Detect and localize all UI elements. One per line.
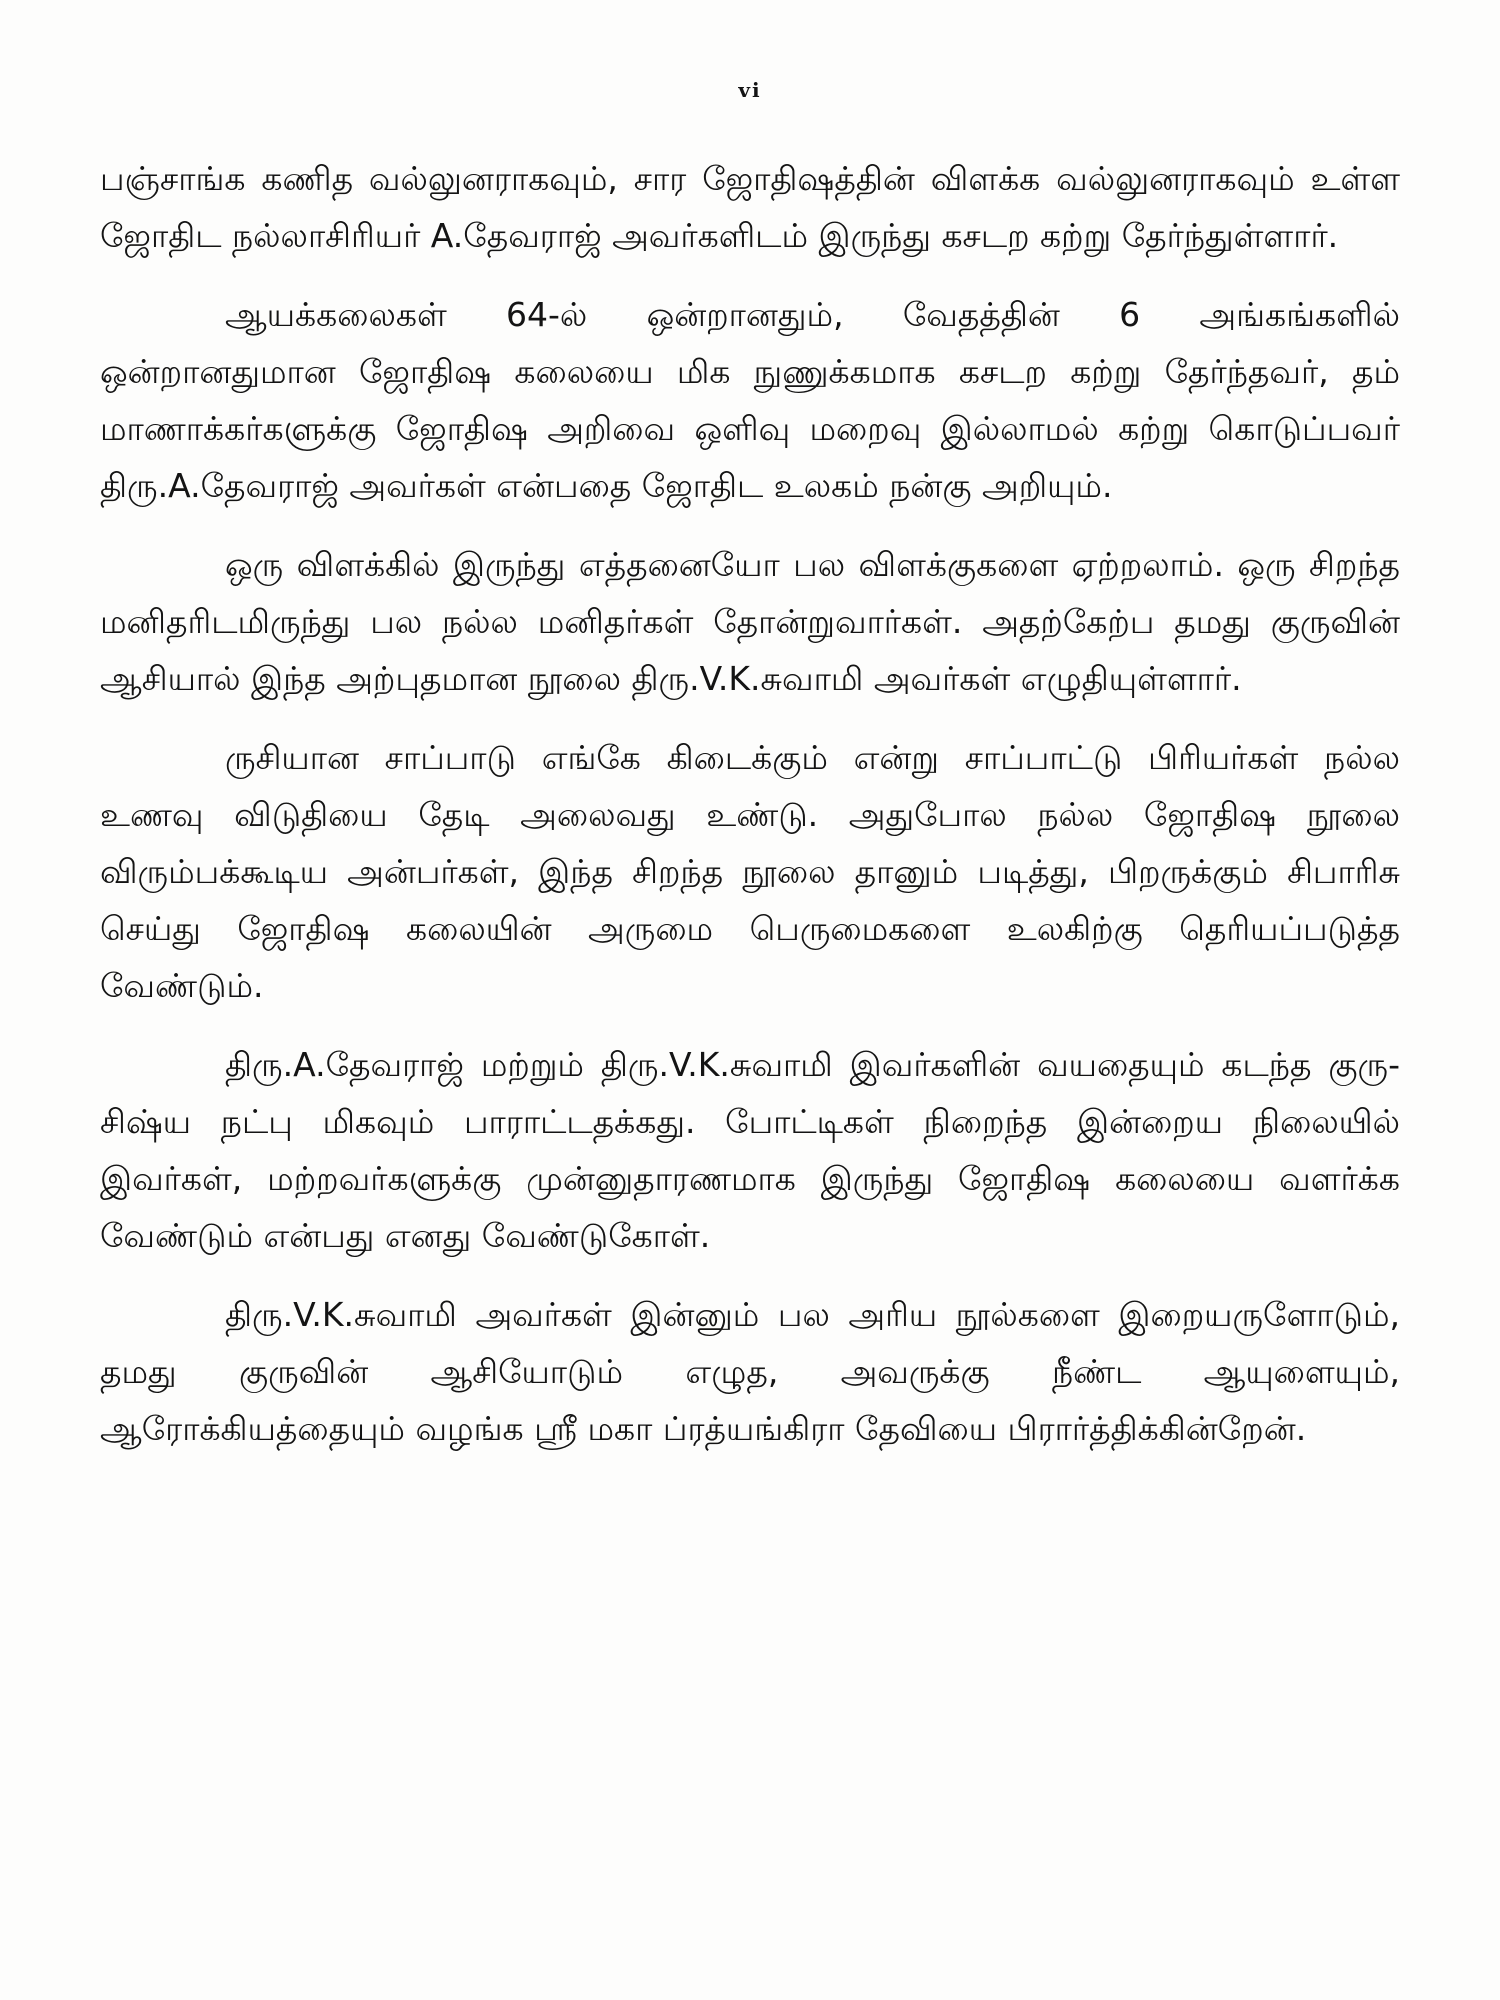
- paragraph-2: ஆயக்கலைகள் 64-ல் ஒன்றானதும், வேதத்தின் 6 அங்கங்களில் ஒன்றானதுமான ஜோதிஷ கலையை மிக நுணுக்கமாக கசடற கற்று தேர்ந்தவர், தம் மாணாக்கர்களுக்கு ஜோதிஷ அறிவை ஒளிவு மறைவு இல்லாமல் கற்று கொடுப்பவர் திரு.A.தேவராஜ் அவர்கள் என்பதை ஜோதிட உலகம் நன்கு அறியும்.: [100, 295, 1400, 505]
- paragraph-5: திரு.A.தேவராஜ் மற்றும் திரு.V.K.சுவாமி இவர்களின் வயதையும் கடந்த குரு-சிஷ்ய நட்பு மிகவும் பாராட்டதக்கது. போட்டிகள் நிறைந்த இன்றைய நிலையில் இவர்கள், மற்றவர்களுக்கு முன்னுதாரணமாக இருந்து ஜோதிஷ கலையை வளர்க்க வேண்டும் என்பது எனது வேண்டுகோள்.: [100, 1045, 1400, 1255]
- body-text: [100, 150, 1400, 1457]
- paragraph-6: திரு.V.K.சுவாமி அவர்கள் இன்னும் பல அரிய நூல்களை இறையருளோடும், தமது குருவின் ஆசியோடும் எழுத, அவருக்கு நீண்ட ஆயுளையும், ஆரோக்கியத்தையும் வழங்க ஸ்ரீ மகா ப்ரத்யங்கிரா தேவியை பிரார்த்திக்கின்றேன்.: [100, 1295, 1400, 1448]
- paragraph-4: ருசியான சாப்பாடு எங்கே கிடைக்கும் என்று சாப்பாட்டு பிரியர்கள் நல்ல உணவு விடுதியை தேடி அலைவது உண்டு. அதுபோல நல்ல ஜோதிஷ நூலை விரும்பக்கூடிய அன்பர்கள், இந்த சிறந்த நூலை தானும் படித்து, பிறருக்கும் சிபாரிசு செய்து ஜோதிஷ கலையின் அருமை பெருமைகளை உலகிற்கு தெரியப்படுத்த வேண்டும்.: [100, 738, 1400, 1005]
- page-number: vi: [738, 78, 762, 102]
- paragraph-3: ஒரு விளக்கில் இருந்து எத்தனையோ பல விளக்குகளை ஏற்றலாம். ஒரு சிறந்த மனிதரிடமிருந்து பல நல்ல மனிதர்கள் தோன்றுவார்கள். அதற்கேற்ப தமது குருவின் ஆசியால் இந்த அற்புதமான நூலை திரு.V.K.சுவாமி அவர்கள் எழுதியுள்ளார்.: [100, 545, 1400, 698]
- paragraph-1: பஞ்சாங்க கணித வல்லுனராகவும், சார ஜோதிஷத்தின் விளக்க வல்லுனராகவும் உள்ள ஜோதிட நல்லாசிரியர் A.தேவராஜ் அவர்களிடம் இருந்து கசடற கற்று தேர்ந்துள்ளார்.: [100, 159, 1400, 255]
